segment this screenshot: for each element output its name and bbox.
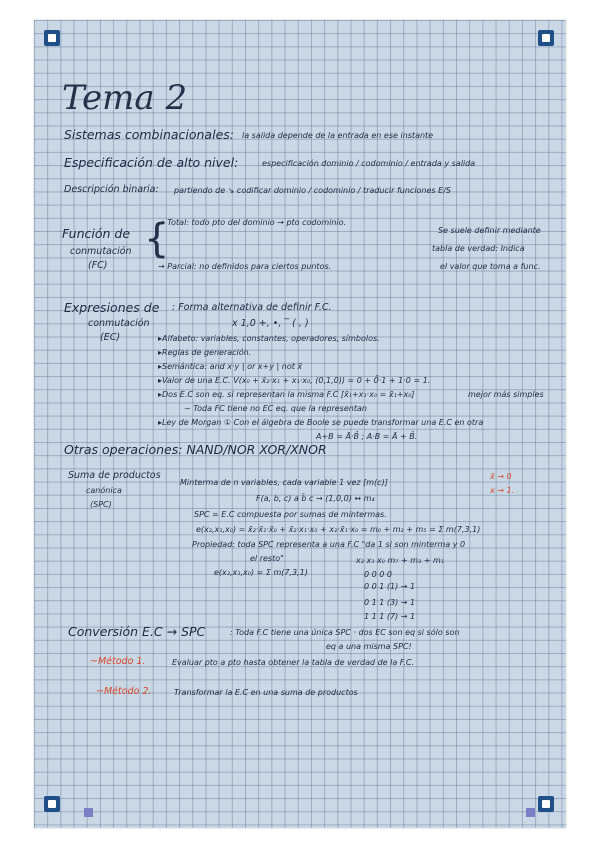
truth-table-row: 0 0 1 (1) → 1 <box>364 582 416 591</box>
text-toda-fc: ~ Toda FC tiene no EC eq. que la representan <box>184 404 367 413</box>
brace-icon: { <box>144 216 170 262</box>
text-spc-ecuacion: e(x₂,x₁,x₀) = x̄₂·x̄₁·x̄₀ + x̄₂·x₁·x₀ + x₂·x̄₁·x₀ = m₀ + m₃ + m₅ = Σ m(7,3,1) <box>196 525 481 534</box>
page-title: Tema 2 <box>62 78 188 118</box>
label-canonica: canónica <box>86 486 122 495</box>
corner-marker-icon <box>538 796 554 812</box>
text-sistemas: la salida depende de la entrada en ese instante <box>242 131 434 140</box>
text-propiedad: Propiedad: toda SPC representa a una F.C "da 1 si son minterma y 0 <box>192 540 466 549</box>
text-conversion: : Toda F.C tiene una única SPC · dos EC son eq si sólo son <box>230 628 460 637</box>
heading-descripcion: Descripción binaria: <box>64 184 159 195</box>
text-minterma: Minterma de n variables, cada variable 1 vez [m(c)] <box>180 478 388 487</box>
text-morgan-laws: A+B = Ā·B̄ ; A·B = Ā + B̄. <box>316 432 418 441</box>
label-fc: (FC) <box>88 260 108 271</box>
label-conmutacion-ec: conmutación <box>88 318 150 329</box>
heading-especificacion: Especificación de alto nivel: <box>64 155 239 170</box>
bullet-alfabeto: ▸Alfabeto: variables, constantes, operadores, símbolos. <box>158 334 380 343</box>
bullet-equivalencia: ▸Dos E.C son eq. si representan la misma F.C [x̄₁+x₁·x₀ = x̄₁+x₀] <box>158 390 415 399</box>
truth-table-header: x₂ x₁ x₀ m₇ + m₃ + m₁ <box>356 556 445 565</box>
text-metodo-1: Evaluar pto a pto hasta obtener la tabla de verdad de la F.C. <box>172 658 415 667</box>
text-total: → Total: todo pto del dominio → pto codominio. <box>158 218 347 227</box>
text-especificacion: especificación dominio / codominio / entrada y salida <box>262 159 476 168</box>
label-ec: (EC) <box>100 332 121 343</box>
text-resto: el resto" <box>250 554 284 563</box>
marker-square-icon <box>526 808 535 817</box>
mark-negado: x̄ → 0 <box>490 472 512 481</box>
heading-sistemas: Sistemas combinacionales: <box>64 127 234 142</box>
label-spc: (SPC) <box>90 500 112 509</box>
marker-square-icon <box>84 808 93 817</box>
bullet-semantica: ▸Semántica: and x·y | or x+y | not x̄ <box>158 362 303 371</box>
corner-marker-icon <box>44 796 60 812</box>
bullet-morgan: ▸Ley de Morgan ① Con el álgebra de Boole se puede transformar una E.C en otra <box>158 418 484 427</box>
label-conmutacion: conmutación <box>70 246 132 257</box>
heading-expresiones: Expresiones de <box>64 300 160 315</box>
label-metodo-1: ~Método 1. <box>90 656 146 667</box>
truth-table-row: 0 0 0 0 <box>364 570 392 579</box>
note-line3: el valor que toma a func. <box>440 262 541 271</box>
corner-marker-icon <box>538 30 554 46</box>
heading-otras-operaciones: Otras operaciones: NAND/NOR XOR/XNOR <box>64 442 327 457</box>
text-operadores: x 1,0 +, •, ‾ ( , ) <box>232 318 309 329</box>
text-suma-minterms: e(x₂,x₁,x₀) = Σ m(7,3,1) <box>214 568 308 577</box>
note-line2: tabla de verdad: Indica <box>432 244 525 253</box>
mark-afirmado: x → 1. <box>490 486 515 495</box>
corner-marker-icon <box>44 30 60 46</box>
label-metodo-2: ~Método 2. <box>96 686 152 697</box>
bullet-valor: ▸Valor de una E.C. V(x₀ + x̄₂·x₁ + x₁·x₀, (0,1,0)) = 0 + 0̄·1 + 1·0 = 1. <box>158 376 431 385</box>
heading-conversion: Conversión E.C → SPC <box>68 624 206 639</box>
text-conversion-2: eq a una misma SPC! <box>326 642 412 651</box>
text-descripcion: partiendo de ↘ codificar dominio / codominio / traducir funciones E/S <box>174 186 451 195</box>
heading-funcion: Función de <box>62 226 131 241</box>
heading-suma-productos: Suma de productos <box>68 470 161 481</box>
truth-table-row: 1 1 1 (7) → 1 <box>364 612 416 621</box>
notebook-page <box>34 20 566 828</box>
note-mas-simples: mejor más simples <box>468 390 544 399</box>
bullet-reglas: ▸Reglas de generación. <box>158 348 252 357</box>
text-parcial: → Parcial: no definidos para ciertos puntos. <box>158 262 332 271</box>
text-funcion-ejemplo: F(a, b, c) a b̄ c → (1,0,0) ↔ m₄ <box>256 494 375 503</box>
text-metodo-2: Transformar la E.C en una suma de productos <box>174 688 358 697</box>
text-forma-alternativa: : Forma alternativa de definir F.C. <box>172 302 332 313</box>
text-spc-def: SPC = E.C compuesta por sumas de mintermas. <box>194 510 387 519</box>
truth-table-row: 0 1 1 (3) → 1 <box>364 598 416 607</box>
note-line1: Se suele definir mediante <box>438 226 541 235</box>
